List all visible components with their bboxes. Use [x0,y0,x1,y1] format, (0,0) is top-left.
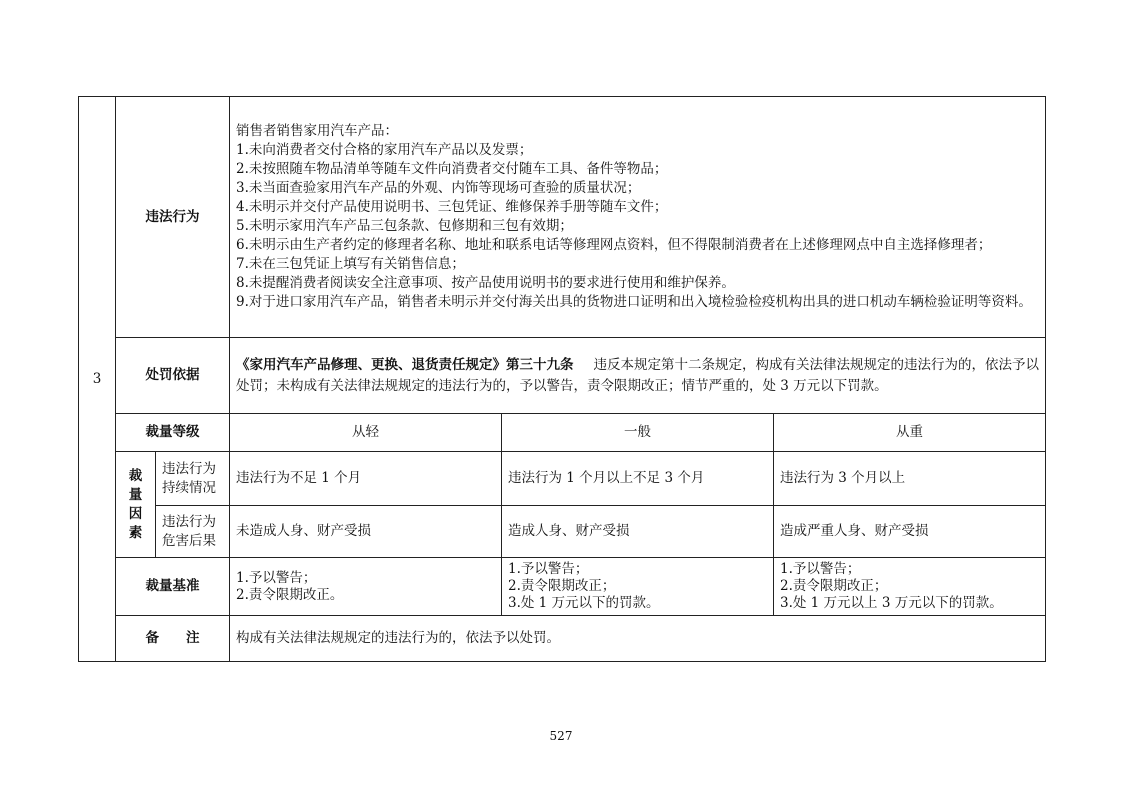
factors-label-char: 素 [128,524,143,541]
standard-light [230,558,502,616]
violation-item: 9.对于进口家用汽车产品，销售者未明示并交付海关出具的货物进口证明和出入境检验检疫机构出具的进口机动车辆检验证明等资料。 [236,294,1032,310]
violation-intro: 销售者销售家用汽车产品： [236,123,398,139]
violation-item: 6.未明示由生产者约定的修理者名称、地址和联系电话等修理网点资料，但不得限制消费者在上述修理网点中自主选择修理者； [236,237,992,253]
factors-label-char: 裁 [128,467,143,484]
item-number: 3 [79,97,116,662]
standard-line: 2.责令限期改正； [780,578,888,594]
remark-text: 构成有关法律法规规定的违法行为的，依法予以处罚。 [230,616,1046,662]
page-number: 527 [549,729,573,743]
standard-line: 1.予以警告； [780,561,861,577]
remark-label: 备 注 [116,616,230,662]
duration-heavy: 违法行为 3 个月以上 [774,452,1046,506]
level-heavy: 从重 [774,414,1046,452]
violation-item: 2.未按照随车物品清单等随车文件向消费者交付随车工具、备件等物品； [236,161,668,177]
violation-item: 4.未明示并交付产品使用说明书、三包凭证、维修保养手册等随车文件； [236,199,668,215]
duration-label: 违法行为持续情况 [156,452,230,506]
level-normal: 一般 [502,414,774,452]
harm-heavy: 造成严重人身、财产受损 [774,506,1046,558]
standard-line: 2.责令限期改正； [508,578,616,594]
harm-normal: 造成人身、财产受损 [502,506,774,558]
factors-label-char: 因 [128,505,143,522]
harm-light: 未造成人身、财产受损 [230,506,502,558]
penalty-basis-text: 违反本规定第十二条规定，构成有关法律法规规定的违法行为的，依法予以处罚；未构成有关法律法规规定的违法行为的，予以警告，责令限期改正；情节严重的，处 3 万元以下罚款。 [236,356,1039,394]
standard-heavy [774,558,1046,616]
penalty-basis-label: 处罚依据 [116,338,230,414]
standard-line: 3.处 1 万元以下的罚款。 [508,595,660,611]
duration-light: 违法行为不足 1 个月 [230,452,502,506]
violation-item: 7.未在三包凭证上填写有关销售信息； [236,256,465,272]
violation-item: 8.未提醒消费者阅读安全注意事项、按产品使用说明书的要求进行使用和维护保养。 [236,275,735,291]
harm-label: 违法行为危害后果 [156,506,230,558]
penalty-discretion-table [78,96,1046,662]
violation-item: 3.未当面查验家用汽车产品的外观、内饰等现场可查验的质量状况； [236,180,641,196]
standard-normal [502,558,774,616]
standard-line: 3.处 1 万元以上 3 万元以下的罚款。 [780,595,1003,611]
violation-label: 违法行为 [116,97,230,338]
violation-item: 1.未向消费者交付合格的家用汽车产品以及发票； [236,142,533,158]
factors-label-char: 量 [128,486,143,503]
standard-line: 1.予以警告； [508,561,589,577]
level-light: 从轻 [230,414,502,452]
standard-label: 裁量基准 [116,558,230,616]
standard-line: 2.责令限期改正。 [236,586,344,603]
factors-label [116,452,156,558]
levels-label: 裁量等级 [116,414,230,452]
penalty-basis-content [230,338,1046,414]
violation-item: 5.未明示家用汽车产品三包条款、包修期和三包有效期； [236,218,573,234]
regulation-title: 《家用汽车产品修理、更换、退货责任规定》第三十九条 [236,356,574,373]
violation-content [230,97,1046,338]
duration-normal: 违法行为 1 个月以上不足 3 个月 [502,452,774,506]
standard-line: 1.予以警告； [236,569,317,586]
